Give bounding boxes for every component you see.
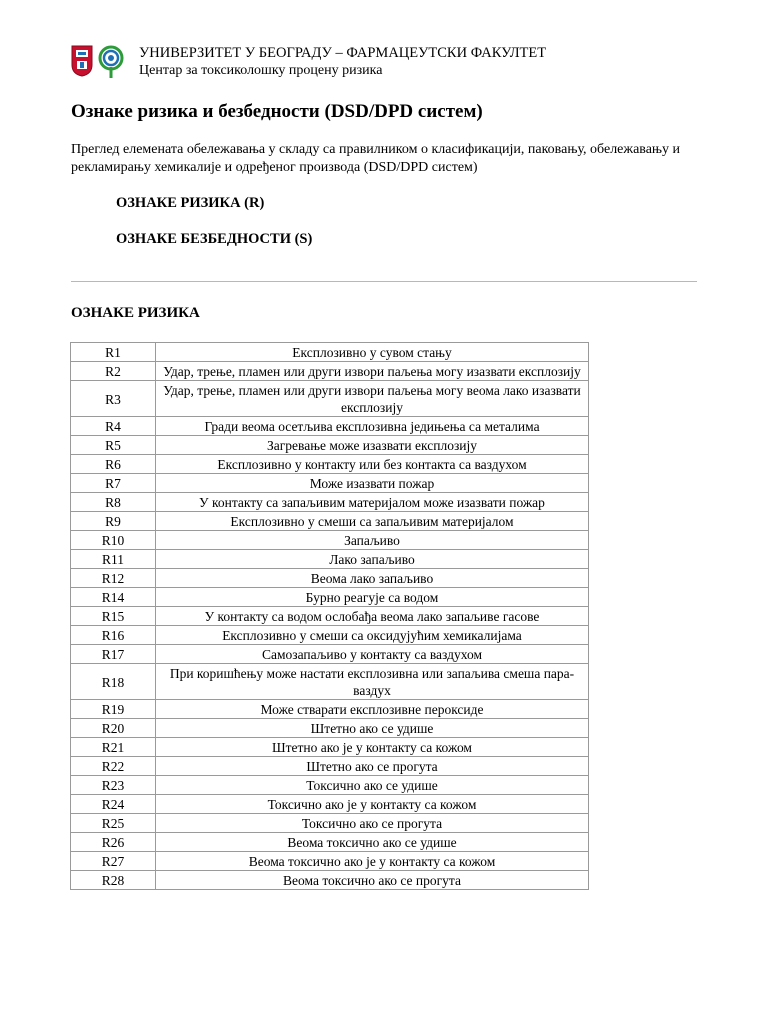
table-row [71, 531, 589, 550]
risk-description-cell: Токсично ако се прогута [156, 814, 589, 833]
risk-code-cell: R10 [71, 531, 156, 550]
risk-description-cell: Лако запаљиво [156, 550, 589, 569]
risk-description-cell: Штетно ако се прогута [156, 757, 589, 776]
risk-description-cell: Бурно реагује са водом [156, 588, 589, 607]
table-row [71, 569, 589, 588]
risk-code-cell: R25 [71, 814, 156, 833]
page-title: Ознаке ризика и безбедности (DSD/DPD систем) [71, 101, 483, 122]
section-heading: ОЗНАКЕ РИЗИКА [71, 305, 200, 321]
risk-code-cell: R4 [71, 417, 156, 436]
risk-code-cell: R19 [71, 700, 156, 719]
table-row [71, 719, 589, 738]
risk-description-cell: Загревање може изазвати експлозију [156, 436, 589, 455]
table-row [71, 362, 589, 381]
table-row [71, 417, 589, 436]
risk-description-cell: Удар, трење, пламен или други извори паљења могу изазвати експлозију [156, 362, 589, 381]
risk-description-cell: Експлозивно у смеши са запаљивим материјалом [156, 512, 589, 531]
table-row [71, 493, 589, 512]
risk-description-cell: Запаљиво [156, 531, 589, 550]
table-row [71, 664, 589, 700]
table-row [71, 343, 589, 362]
university-name: УНИВЕРЗИТЕТ У БЕОГРАДУ – ФАРМАЦЕУТСКИ ФАКУЛТЕТ [139, 45, 547, 61]
risk-description-cell: У контакту са водом ослобађа веома лако запаљиве гасове [156, 607, 589, 626]
risk-description-cell: Веома лако запаљиво [156, 569, 589, 588]
table-row [71, 607, 589, 626]
center-name: Центар за токсиколошку процену ризика [139, 63, 383, 78]
risk-code-cell: R6 [71, 455, 156, 474]
toc-link-risk-phrases[interactable]: ОЗНАКЕ РИЗИКА (R) [116, 195, 265, 211]
table-row [71, 871, 589, 890]
faculty-spiral-logo-icon [97, 45, 125, 79]
risk-description-cell: Токсично ако је у контакту са кожом [156, 795, 589, 814]
risk-description-cell: Експлозивно у смеши са оксидујућим хемикалијама [156, 626, 589, 645]
risk-code-cell: R26 [71, 833, 156, 852]
risk-code-cell: R11 [71, 550, 156, 569]
risk-description-cell: У контакту са запаљивим материјалом може изазвати пожар [156, 493, 589, 512]
risk-code-cell: R21 [71, 738, 156, 757]
table-row [71, 700, 589, 719]
table-row [71, 776, 589, 795]
table-row [71, 588, 589, 607]
risk-code-cell: R28 [71, 871, 156, 890]
table-row [71, 474, 589, 493]
risk-code-cell: R7 [71, 474, 156, 493]
risk-phrases-table [70, 342, 589, 890]
table-row [71, 550, 589, 569]
document-header [71, 44, 546, 80]
table-row [71, 436, 589, 455]
risk-description-cell: Веома токсично ако се прогута [156, 871, 589, 890]
risk-code-cell: R1 [71, 343, 156, 362]
risk-description-cell: Може изазвати пожар [156, 474, 589, 493]
table-row [71, 738, 589, 757]
risk-description-cell: Експлозивно у сувом стању [156, 343, 589, 362]
table-row [71, 645, 589, 664]
horizontal-divider [71, 281, 697, 282]
table-row [71, 455, 589, 474]
intro-paragraph: Преглед елемената обележавања у складу са правилником о класификацији, паковању, обележавању и рекламирању хемикалије и одређеног производа (DSD/DPD систем) [71, 142, 681, 175]
table-row [71, 852, 589, 871]
risk-description-cell: Гради веома осетљива експлозивна једињења са металима [156, 417, 589, 436]
risk-description-cell: Самозапаљиво у контакту са ваздухом [156, 645, 589, 664]
risk-code-cell: R8 [71, 493, 156, 512]
risk-code-cell: R22 [71, 757, 156, 776]
table-row [71, 381, 589, 417]
risk-description-cell: Штетно ако се удише [156, 719, 589, 738]
table-row [71, 757, 589, 776]
risk-description-cell: Веома токсично ако је у контакту са кожом [156, 852, 589, 871]
risk-description-cell: Удар, трење, пламен или други извори паљења могу веома лако изазвати експлозију [156, 381, 589, 417]
table-row [71, 795, 589, 814]
risk-code-cell: R16 [71, 626, 156, 645]
risk-code-cell: R3 [71, 381, 156, 417]
risk-description-cell: Веома токсично ако се удише [156, 833, 589, 852]
table-row [71, 814, 589, 833]
risk-description-cell: Штетно ако је у контакту са кожом [156, 738, 589, 757]
risk-description-cell: Токсично ако се удише [156, 776, 589, 795]
risk-code-cell: R24 [71, 795, 156, 814]
risk-code-cell: R5 [71, 436, 156, 455]
risk-description-cell: При коришћењу може настати експлозивна или запаљива смеша пара-ваздух [156, 664, 589, 700]
table-row [71, 626, 589, 645]
risk-code-cell: R2 [71, 362, 156, 381]
risk-description-cell: Експлозивно у контакту или без контакта са ваздухом [156, 455, 589, 474]
toc-link-safety-phrases[interactable]: ОЗНАКЕ БЕЗБЕДНОСТИ (S) [116, 231, 313, 247]
risk-code-cell: R17 [71, 645, 156, 664]
risk-code-cell: R20 [71, 719, 156, 738]
table-row [71, 512, 589, 531]
risk-code-cell: R15 [71, 607, 156, 626]
university-crest-icon [71, 45, 93, 77]
risk-description-cell: Може стварати експлозивне пероксиде [156, 700, 589, 719]
risk-code-cell: R9 [71, 512, 156, 531]
table-row [71, 833, 589, 852]
risk-code-cell: R23 [71, 776, 156, 795]
risk-code-cell: R18 [71, 664, 156, 700]
risk-code-cell: R12 [71, 569, 156, 588]
risk-code-cell: R14 [71, 588, 156, 607]
logos [71, 45, 125, 79]
risk-code-cell: R27 [71, 852, 156, 871]
